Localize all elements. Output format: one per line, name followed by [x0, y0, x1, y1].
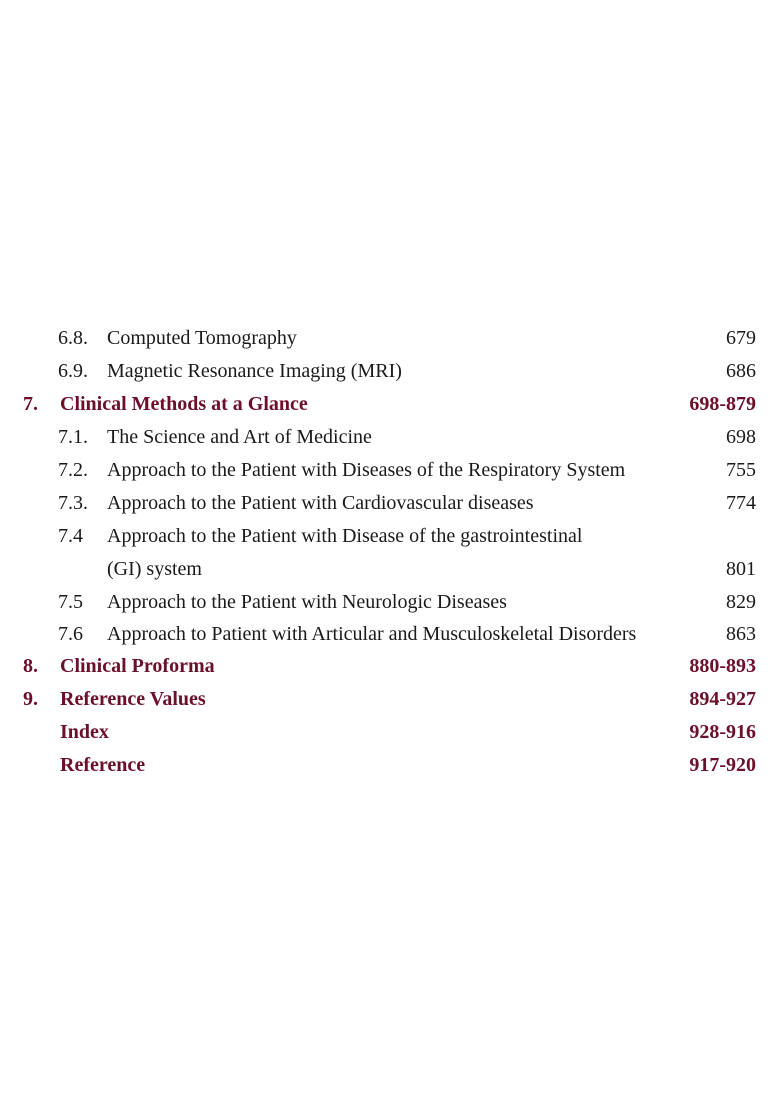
page-range: 928-916 [689, 721, 756, 743]
chapter-title: Clinical Proforma [60, 655, 215, 677]
toc-chapter-entry [0, 389, 780, 419]
toc-chapter-entry [0, 750, 780, 780]
toc-entry-continuation [0, 554, 780, 584]
toc-entry [0, 587, 780, 617]
page-number: 774 [726, 492, 756, 514]
section-number: 7.1. [58, 426, 88, 448]
page-range: 894-927 [689, 688, 756, 710]
section-title: Approach to Patient with Articular and Musculoskeletal Disorders [107, 623, 637, 645]
toc-chapter-entry [0, 684, 780, 714]
section-number: 7.5 [58, 591, 83, 613]
chapter-title: Reference Values [60, 688, 206, 710]
section-title: Approach to the Patient with Cardiovascular diseases [107, 492, 534, 514]
section-title: (GI) system [107, 558, 202, 580]
toc-entry [0, 455, 780, 485]
toc-entry [0, 422, 780, 452]
section-title: The Science and Art of Medicine [107, 426, 372, 448]
section-number: 7.2. [58, 459, 88, 481]
toc-entry [0, 356, 780, 386]
page-number: 801 [726, 558, 756, 580]
section-number: 7.6 [58, 623, 83, 645]
toc-entry [0, 323, 780, 353]
section-number: 7.3. [58, 492, 88, 514]
section-title: Computed Tomography [107, 327, 297, 349]
chapter-title: Reference [60, 754, 146, 776]
toc-chapter-entry [0, 717, 780, 747]
page-number: 686 [726, 360, 756, 382]
page-number: 863 [726, 623, 756, 645]
section-title: Approach to the Patient with Diseases of the Respiratory System [107, 459, 626, 481]
page-number: 679 [726, 327, 756, 349]
chapter-number: 7. [23, 393, 38, 415]
section-number: 6.9. [58, 360, 88, 382]
chapter-number: 9. [23, 688, 38, 710]
chapter-number: 8. [23, 655, 38, 677]
toc-entry [0, 488, 780, 518]
chapter-title: Index [60, 721, 109, 743]
toc-entry [0, 521, 780, 551]
page-range: 917-920 [689, 754, 756, 776]
section-title: Approach to the Patient with Neurologic Diseases [107, 591, 507, 613]
page-number: 698 [726, 426, 756, 448]
page-range: 698-879 [689, 393, 756, 415]
section-title: Magnetic Resonance Imaging (MRI) [107, 360, 402, 382]
page-range: 880-893 [689, 655, 756, 677]
toc-entry [0, 619, 780, 649]
section-number: 6.8. [58, 327, 88, 349]
chapter-title: Clinical Methods at a Glance [60, 393, 308, 415]
section-title: Approach to the Patient with Disease of the gastrointestinal [107, 525, 583, 547]
toc-chapter-entry [0, 651, 780, 681]
page-number: 829 [726, 591, 756, 613]
section-number: 7.4 [58, 525, 83, 547]
page-number: 755 [726, 459, 756, 481]
